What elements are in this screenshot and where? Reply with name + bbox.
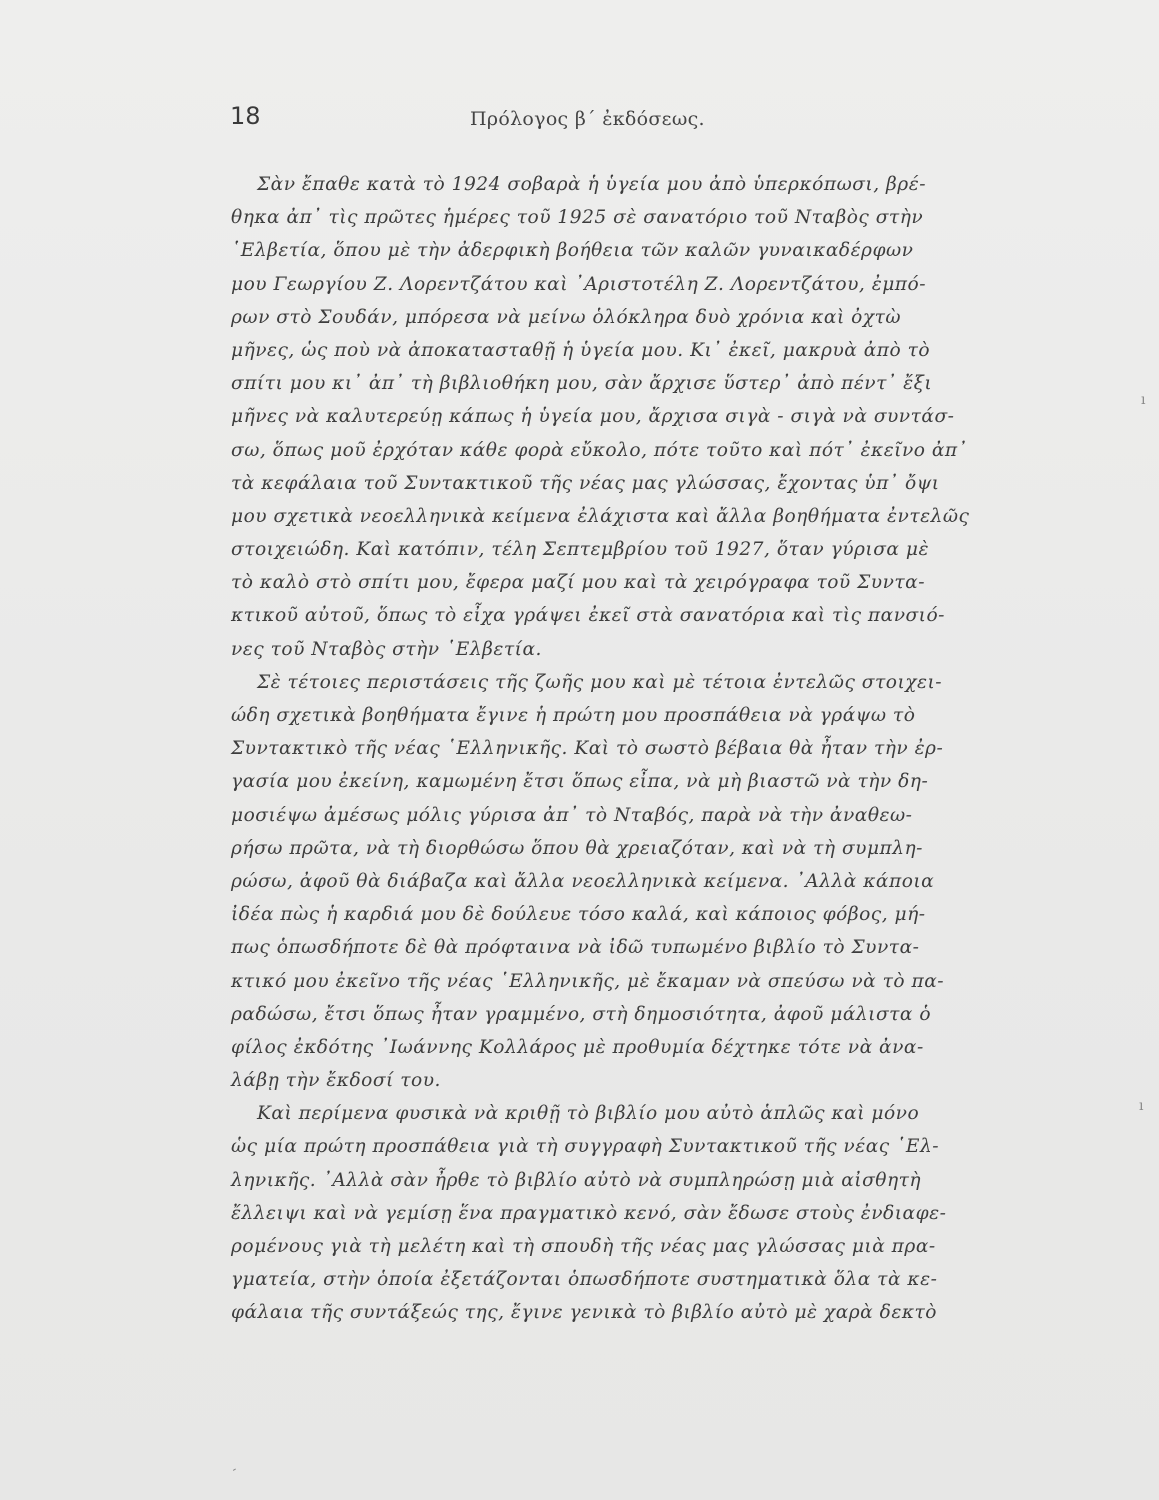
text-line: σπίτι μου κι᾿ ἀπ᾿ τὴ βιβλιοθήκη μου, σὰν ἄρχισε ὕστερ᾿ ἀπὸ πέντ᾿ ἔξι [231,373,933,395]
text-line: στοιχειώδη. Καὶ κατόπιν, τέλη Σεπτεμβρίου τοῦ 1927, ὅταν γύρισα μὲ [231,539,929,561]
text-line: μοσιέψω ἀμέσως μόλις γύρισα ἀπ᾿ τὸ Νταβός, παρὰ νὰ τὴν ἀναθεω- [231,804,913,826]
text-line: τὰ κεφάλαια τοῦ Συντακτικοῦ τῆς νέας μας γλώσσας, ἔχοντας ὑπ᾿ ὄψι [231,472,940,494]
text-line: ρώσω, ἀφοῦ θὰ διάβαζα καὶ ἄλλα νεοελληνικὰ κείμενα. ᾿Αλλὰ κάποια [231,870,935,892]
text-line: ώδη σχετικὰ βοηθήματα ἔγινε ἡ πρώτη μου προσπάθεια νὰ γράψω τὸ [231,705,916,726]
page-number: 18 [230,102,261,130]
text-line: Σὰν ἔπαθε κατὰ τὸ 1924 σοβαρὰ ἡ ὑγεία μου ἀπὸ ὑπερκόπωσι, βρέ- [257,174,926,195]
text-line: ρων στὸ Σουδάν, μπόρεσα νὰ μείνω ὁλόκληρα δυὸ χρόνια καὶ ὀχτὼ [231,306,902,328]
text-line: φάλαια τῆς συντάξεώς της, ἔγινε γενικὰ τὸ βιβλίο αὐτὸ μὲ χαρὰ δεκτὸ [231,1302,937,1324]
text-line: ὡς μία πρώτη προσπάθεια γιὰ τὴ συγγραφὴ Συντακτικοῦ τῆς νέας ῾Ελ- [231,1136,940,1158]
text-line: γματεία, στὴν ὁποία ἐξετάζονται ὁπωσδήποτε συστηματικὰ ὅλα τὰ κε- [231,1269,938,1291]
text-line: Καὶ περίμενα φυσικὰ νὰ κριθῇ τὸ βιβλίο μου αὐτὸ ἁπλῶς καὶ μόνο [257,1103,920,1125]
text-line: Συντακτικὸ τῆς νέας ῾Ελληνικῆς. Καὶ τὸ σωστὸ βέβαια θὰ ἦταν τὴν ἐρ- [231,738,944,760]
text-line: λάβῃ τὴν ἔκδοσί του. [231,1070,441,1092]
text-line: μου Γεωργίου Ζ. Λορεντζάτου καὶ ᾿Αριστοτέλη Ζ. Λορεντζάτου, ἐμπό- [231,273,926,295]
text-line: ἔλλειψι καὶ νὰ γεμίσῃ ἕνα πραγματικὸ κενό, σὰν ἔδωσε στοὺς ἐνδιαφε- [231,1202,947,1224]
text-line: ἰδέα πὼς ἡ καρδιά μου δὲ δούλευε τόσο καλά, καὶ κάποιος φόβος, μή- [231,904,926,926]
text-line: φίλος ἐκδότης ᾿Ιωάννης Κολλάρος μὲ προθυμία δέχτηκε τότε νὰ ἀνα- [231,1036,924,1058]
text-line: γασία μου ἐκείνη, καμωμένη ἔτσι ὅπως εἶπα, νὰ μὴ βιαστῶ νὰ τὴν δη- [231,771,929,793]
running-title: Πρόλογος β΄ ἐκδόσεως. [470,108,705,130]
margin-tick-mark: ı [1139,1098,1144,1114]
margin-tick-mark: ı [1141,392,1146,408]
text-line: ρομένους γιὰ τὴ μελέτη καὶ τὴ σπουδὴ τῆς νέας μας γλώσσας μιὰ πρα- [231,1236,936,1257]
text-line: νες τοῦ Νταβὸς στὴν ῾Ελβετία. [231,638,542,660]
text-line: ραδώσω, ἔτσι ὅπως ἦταν γραμμένο, στὴ δημοσιότητα, ἀφοῦ μάλιστα ὁ [231,1003,932,1025]
page-header [230,102,930,136]
text-line: μῆνες νὰ καλυτερεύῃ κάπως ἡ ὑγεία μου, ἄρχισα σιγὰ - σιγὰ νὰ συντάσ- [231,406,955,428]
corner-mark: - [228,1461,240,1477]
text-line: κτικό μου ἐκεῖνο τῆς νέας ῾Ελληνικῆς, μὲ ἔκαμαν νὰ σπεύσω νὰ τὸ πα- [231,970,945,992]
text-line: θηκα ἀπ᾿ τὶς πρῶτες ἡμέρες τοῦ 1925 σὲ σανατόριο τοῦ Νταβὸς στὴν [231,207,924,229]
text-line: μῆνες, ὡς ποὺ νὰ ἀποκατασταθῇ ἡ ὑγεία μου. Κι᾿ ἐκεῖ, μακρυὰ ἀπὸ τὸ [231,339,931,361]
text-line: Σὲ τέτοιες περιστάσεις τῆς ζωῆς μου καὶ μὲ τέτοια ἐντελῶς στοιχει- [257,671,943,693]
text-line: ληνικῆς. ᾿Αλλὰ σὰν ἦρθε τὸ βιβλίο αὐτὸ νὰ συμπληρώσῃ μιὰ αἰσθητὴ [231,1169,922,1191]
text-line: πως ὁπωσδήποτε δὲ θὰ πρόφταινα νὰ ἰδῶ τυπωμένο βιβλίο τὸ Συντα- [231,937,920,959]
text-line: κτικοῦ αὐτοῦ, ὅπως τὸ εἶχα γράψει ἐκεῖ στὰ σανατόρια καὶ τὶς πανσιό- [231,605,945,627]
text-line: ρήσω πρῶτα, νὰ τὴ διορθώσω ὅπου θὰ χρειαζόταν, καὶ νὰ τὴ συμπλη- [231,837,923,859]
text-line: τὸ καλὸ στὸ σπίτι μου, ἔφερα μαζί μου καὶ τὰ χειρόγραφα τοῦ Συντα- [231,572,926,594]
text-line: ῾Ελβετία, ὅπου μὲ τὴν ἀδερφικὴ βοήθεια τῶν καλῶν γυναικαδέρφων [231,240,914,262]
text-line: σω, ὅπως μοῦ ἐρχόταν κάθε φορὰ εὔκολο, πότε τοῦτο καὶ πότ᾿ ἐκεῖνο ἀπ᾿ [231,439,968,461]
text-line: μου σχετικὰ νεοελληνικὰ κείμενα ἐλάχιστα καὶ ἄλλα βοηθήματα ἐντελῶς [231,505,970,527]
body-text [231,168,970,1330]
